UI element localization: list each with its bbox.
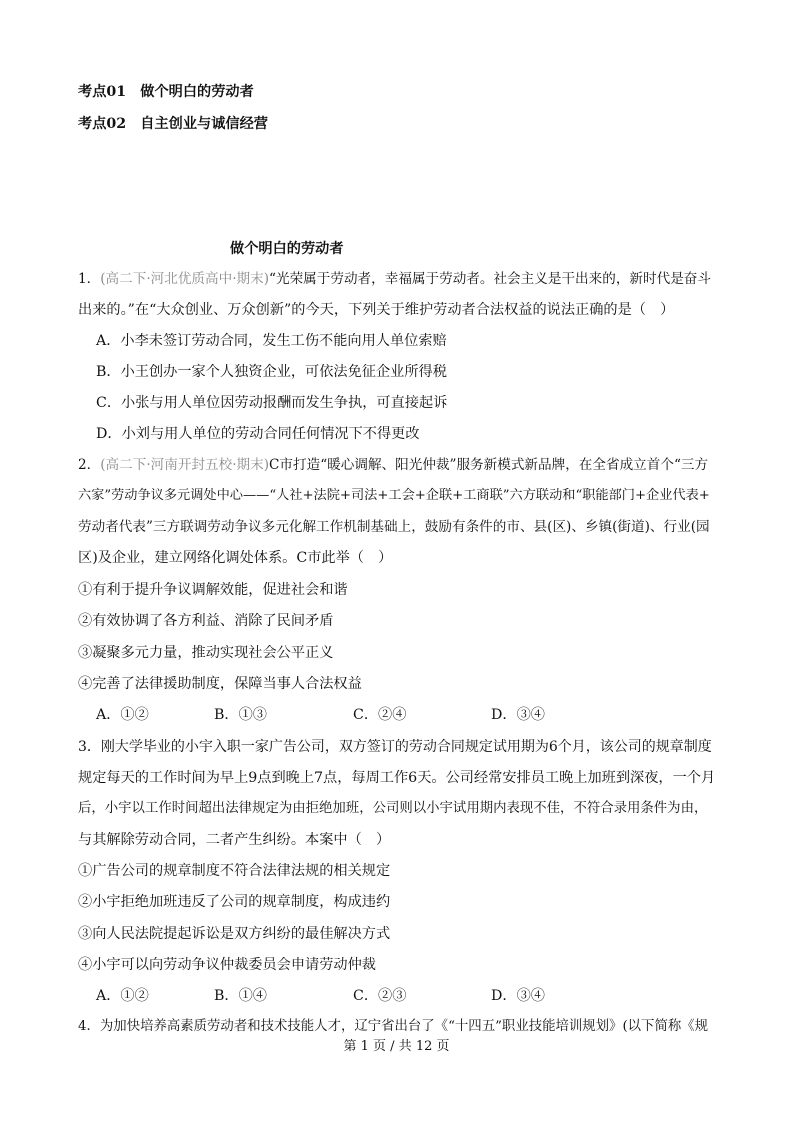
statement-1: ①有利于提升争议调解效能，促进社会和谐 bbox=[78, 582, 348, 598]
section-title: 做个明白的劳动者 bbox=[230, 241, 344, 257]
option-a: A．小李未签订劳动合同，发生工伤不能向用人单位索赔 bbox=[96, 333, 447, 349]
option-c: C．小张与用人单位因劳动报酬而发生争执，可直接起诉 bbox=[96, 395, 448, 411]
question-2-line-4: 区)及企业，建立网络化调处体系。C市此举（ ） bbox=[78, 550, 393, 566]
question-source: (高二下·河南开封五校·期末) bbox=[100, 457, 270, 473]
question-number: 2． bbox=[78, 457, 101, 473]
question-2-line-2: 六家”劳动争议多元调处中心——“人社+法院+司法+工会+企联+工商联”六方联动和“职能部门+企业代表+ bbox=[78, 488, 710, 503]
question-text: C市打造“暖心调解、阳光仲裁”服务新模式新品牌，在全省成立首个“三方 bbox=[269, 457, 709, 473]
question-2-line-3: 劳动者代表”三方联调劳动争议多元化解工作机制基础上，鼓励有条件的市、县(区)、乡镇(街道)、行业(园 bbox=[78, 519, 710, 535]
statement-2: ②小宇拒绝加班违反了公司的规章制度，构成违约 bbox=[78, 894, 391, 910]
choice-c: C．②③ bbox=[353, 988, 407, 1004]
question-3-line-2: 规定每天的工作时间为早上9点到晚上7点，每周工作6天。公司经常安排员工晚上加班到深夜，一个月 bbox=[78, 770, 716, 786]
question-3-line-3: 后，小宇以工作时间超出法律规定为由拒绝加班，公司则以小宇试用期内表现不佳，不符合录用条件为由， bbox=[78, 801, 708, 816]
statement-3: ③向人民法院提起诉讼是双方纠纷的最佳解决方式 bbox=[78, 926, 391, 942]
choice-a: A．①② bbox=[96, 988, 149, 1004]
statement-4: ④小宇可以向劳动争议仲裁委员会申请劳动仲裁 bbox=[78, 957, 376, 973]
topic-2: 考点02 自主创业与诚信经营 bbox=[78, 116, 268, 132]
question-4-line-1: 4．为加快培养高素质劳动者和技术技能人才，辽宁省出台了《“十四五”职业技能培训规划》(以下简称《规 bbox=[78, 1019, 709, 1034]
choice-d: D．③④ bbox=[491, 988, 545, 1004]
statement-4: ④完善了法律援助制度，保障当事人合法权益 bbox=[78, 676, 362, 692]
question-1-line-2: 出来的。”在“大众创业、万众创新”的今天，下列关于维护劳动者合法权益的说法正确的是（ ） bbox=[78, 302, 675, 318]
topic-1: 考点01 做个明白的劳动者 bbox=[78, 84, 254, 100]
question-number: 1． bbox=[78, 271, 101, 287]
choice-b: B．①④ bbox=[214, 988, 267, 1004]
choice-b: B．①③ bbox=[214, 707, 267, 723]
option-d: D．小刘与用人单位的劳动合同任何情况下不得更改 bbox=[96, 426, 420, 442]
answer-choices bbox=[96, 705, 596, 725]
statement-3: ③凝聚多元力量，推动实现社会公平正义 bbox=[78, 645, 334, 661]
question-text: “光荣属于劳动者，幸福属于劳动者。社会主义是干出来的，新时代是奋斗 bbox=[269, 271, 711, 287]
question-3-line-4: 与其解除劳动合同，二者产生纠纷。本案中（ ） bbox=[78, 832, 391, 848]
page-footer: 第 1 页 / 共 12 页 bbox=[343, 1039, 450, 1054]
question-source: (高二下·河北优质高中·期末) bbox=[100, 271, 270, 287]
option-b: B．小王创办一家个人独资企业，可依法免征企业所得税 bbox=[96, 364, 447, 380]
statement-1: ①广告公司的规章制度不符合法律法规的相关规定 bbox=[78, 863, 391, 879]
choice-a: A．①② bbox=[96, 707, 149, 723]
question-3-line-1: 3．刚大学毕业的小宇入职一家广告公司，双方签订的劳动合同规定试用期为6个月，该公司的规章制度 bbox=[78, 739, 712, 755]
answer-choices bbox=[96, 986, 596, 1006]
question-2-line-1 bbox=[78, 455, 708, 475]
statement-2: ②有效协调了各方利益、消除了民间矛盾 bbox=[78, 613, 334, 629]
question-1-line-1 bbox=[78, 269, 711, 289]
choice-d: D．③④ bbox=[491, 707, 545, 723]
choice-c: C．②④ bbox=[353, 707, 407, 723]
